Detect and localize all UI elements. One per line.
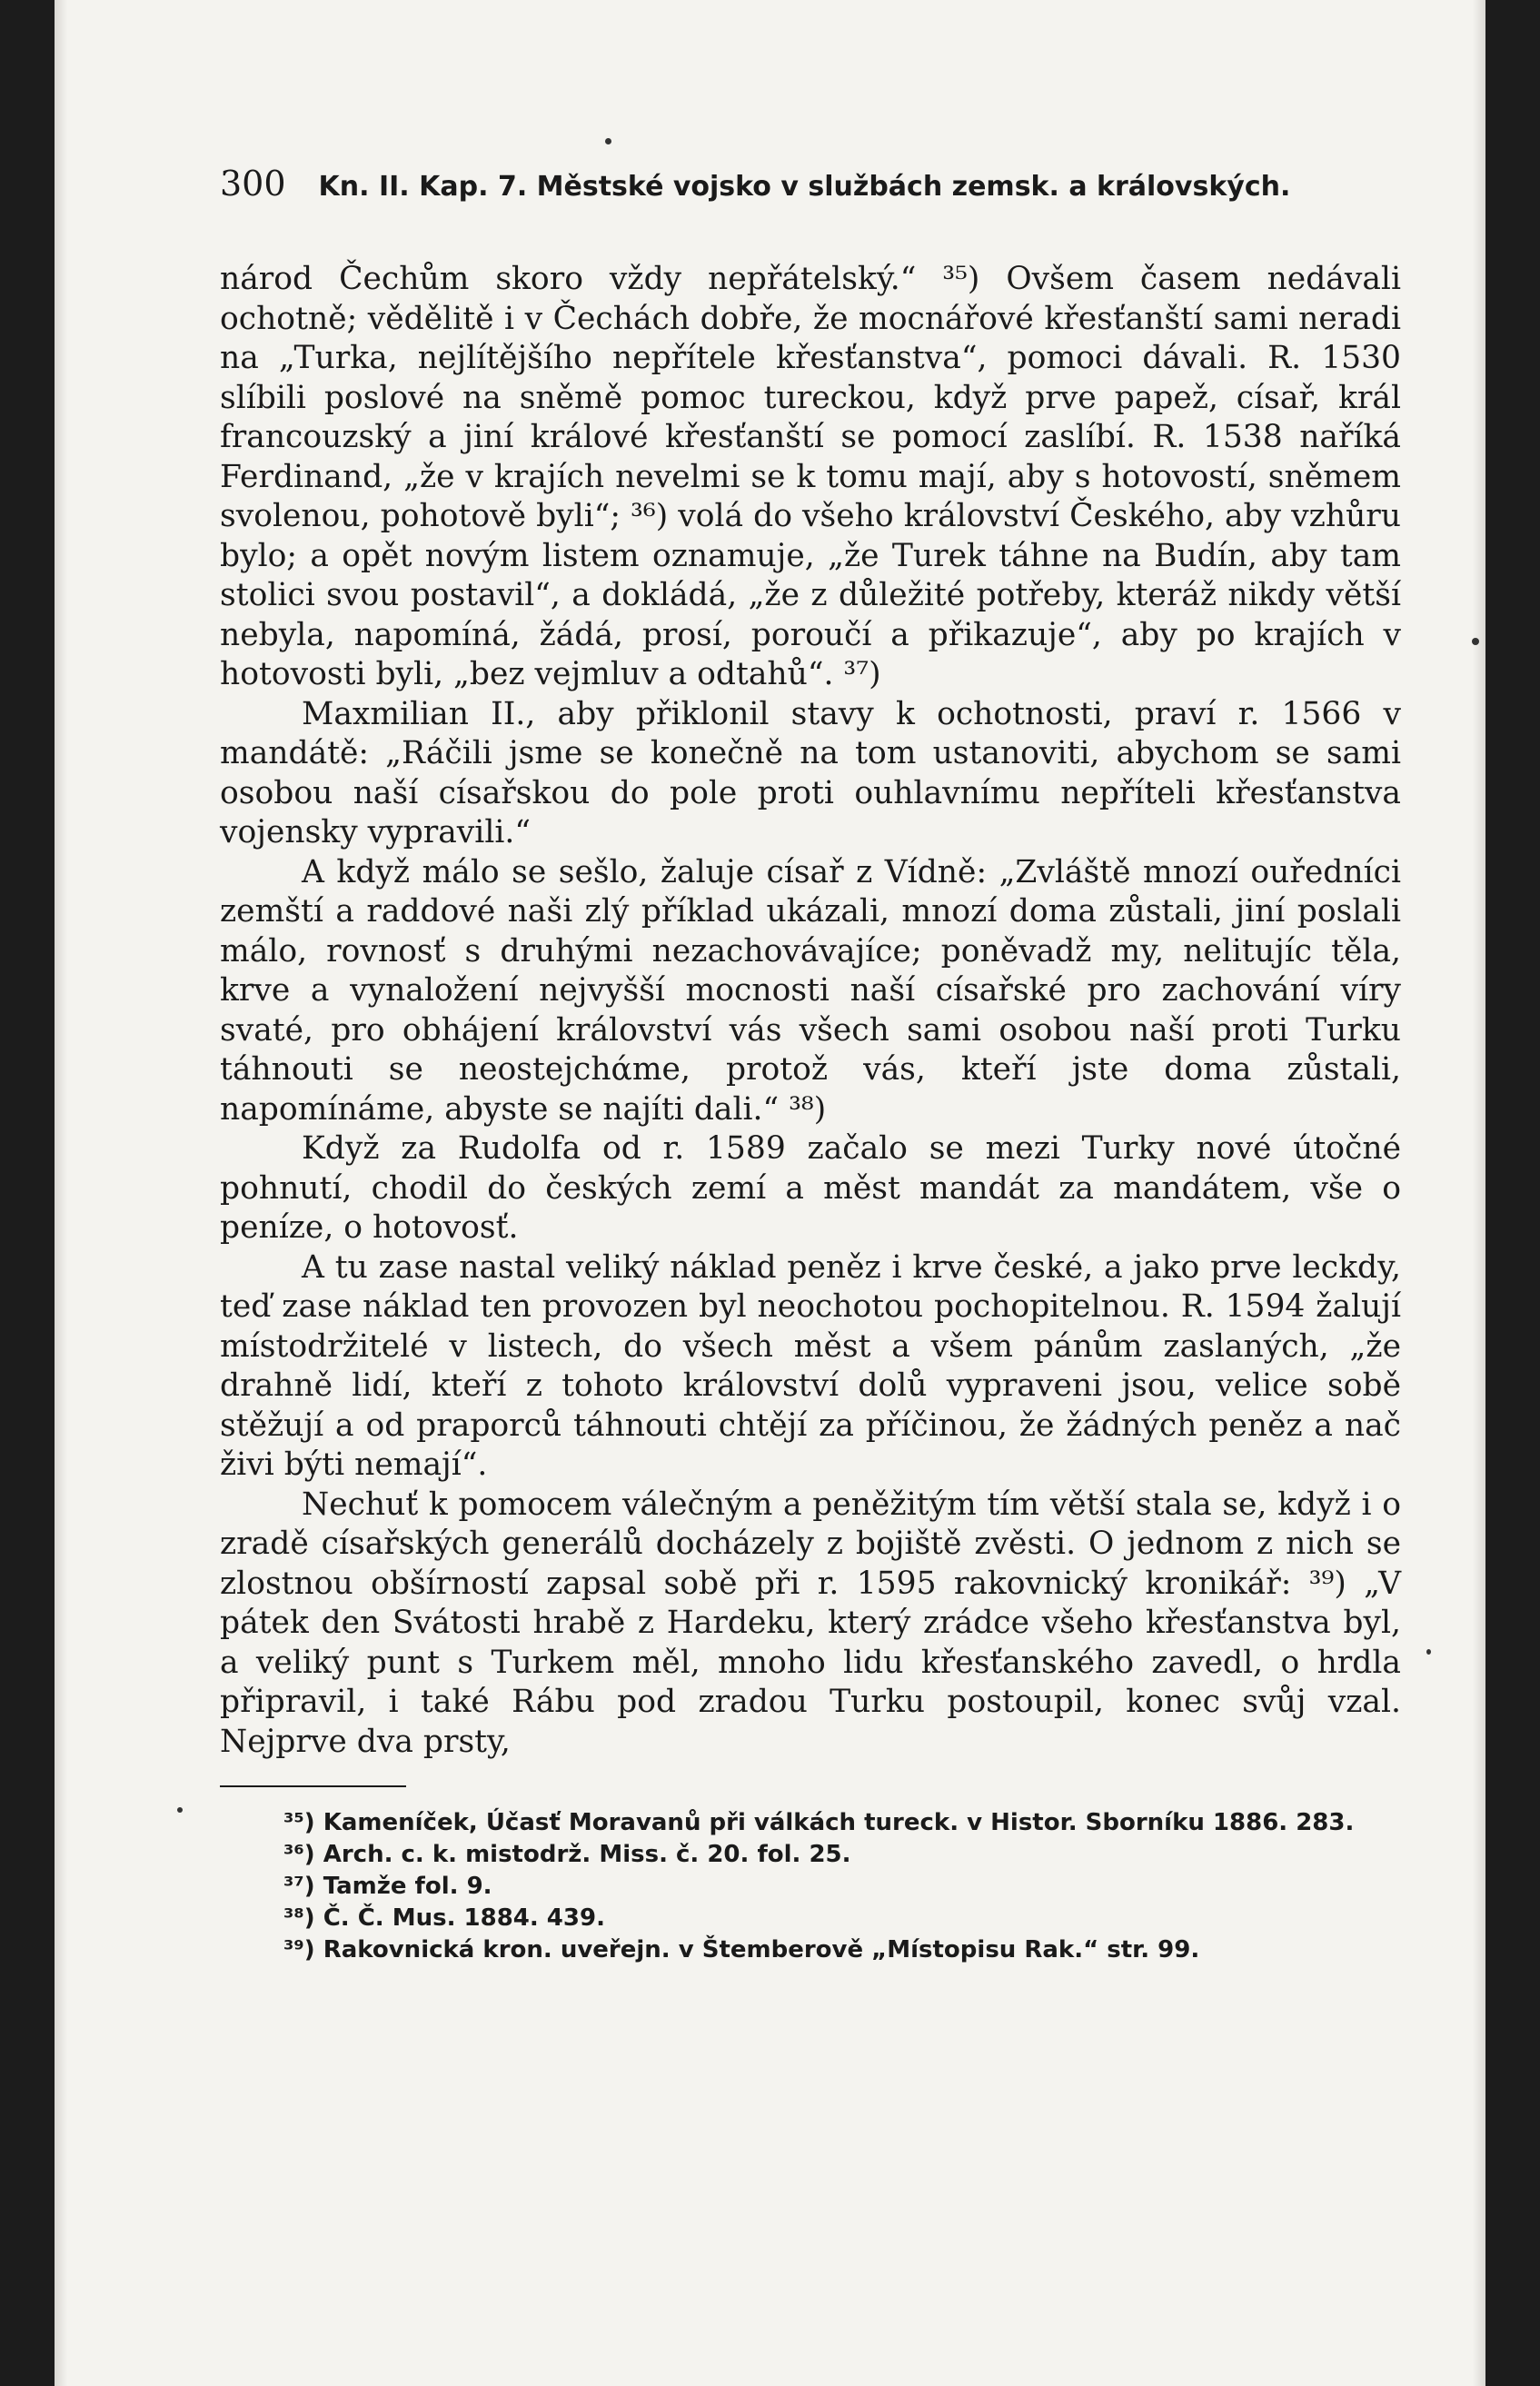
- footnote: ³⁷) Tamže fol. 9.: [283, 1873, 492, 1900]
- page-text: [220, 164, 1401, 1966]
- main-text: [220, 260, 1401, 1762]
- footnote: ³⁹) Rakovnická kron. uveřejn. v Štemberově „Místopisu Rak.“ str. 99.: [283, 1936, 1200, 1963]
- paragraph: Nechuť k pomocem válečným a peněžitým tím větší stala se, když i o zradě císařských generálů docházely z bojiště zvěsti. O jednom z nich se zlostnou obšírností zapsal sobě při r. 1595 rakovnický kronikář: ³⁹) „V pátek den Svátosti hrabě z Hardeku, který zrádce všeho křesťanstva byl, a veliký punt s Turkem měl, mnoho lidu křesťanského zavedl, o hrdla připravil, i také Rábu pod zradou Turku postoupil, konec svůj vzal. Nejprve dva prsty,: [220, 1486, 1401, 1760]
- paragraph: národ Čechům skoro vždy nepřátelský.“ ³⁵) Ovšem časem nedávali ochotně; vědělitě i v Čechách dobře, že mocnářové křesťanští sami neradi na „Turka, nejlítějšího nepřítele křesťanstva“, pomoci dávali. R. 1530 slíbili poslové na sněmě pomoc tureckou, když prve papež, císař, král francouzský a jiní králové křesťanští se pomocí zaslíbí. R. 1538 naříká Ferdinand, „že v krajích nevelmi se k tomu mají, aby s hotovostí, sněmem svolenou, pohotově byli“; ³⁶) volá do všeho království Českého, aby vzhůru bylo; a opět novým listem oznamuje, „že Turek táhne na Budín, aby tam stolici svou postavil“, a dokládá, „že z důležité potřeby, kteráž nikdy větší nebyla, napomíná, žádá, prosí, poroučí a přikazuje“, aby po krajích v hotovosti byli, „bez vejmluv a odtahů“. ³⁷): [220, 261, 1401, 692]
- book-page: [55, 0, 1485, 2386]
- running-header: [220, 164, 1401, 218]
- footnotes: [220, 1807, 1401, 1966]
- paragraph: A tu zase nastal veliký náklad peněz i krve české, a jako prve leckdy, teď zase náklad ten provozen byl neochotou pochopitelnou. R. 1594 žalují místodržitelé v listech, do všech měst a všem pánům zaslaných, „že drahně lidí, kteří z tohoto království dolů vypraveni jsou, velice sobě stěžují a od praporců táhnouti chtějí za příčinou, že žádných peněz a nač živi býti nemají“.: [220, 1248, 1401, 1483]
- page-shadow-left: [55, 0, 67, 2386]
- ink-speck: [177, 1807, 183, 1813]
- ink-speck: [1426, 1649, 1431, 1655]
- paragraph: Maxmilian II., aby přiklonil stavy k ochotnosti, praví r. 1566 v mandátě: „Ráčili jsme se konečně na tom ustanoviti, abychom se sami osobou naší císařskou do pole proti ouhlavnímu nepříteli křesťanstva vojensky vypravili.“: [220, 695, 1401, 850]
- footnote: ³⁶) Arch. c. k. mistodrž. Miss. č. 20. fol. 25.: [283, 1841, 851, 1868]
- page-shadow-right: [1473, 0, 1485, 2386]
- running-title: Kn. II. Kap. 7. Městské vojsko v službách zemsk. a královských.: [318, 171, 1291, 203]
- footnote: ³⁵) Kameníček, Účasť Moravanů při válkách tureck. v Histor. Sborníku 1886. 283.: [283, 1809, 1355, 1836]
- footnote-divider: [220, 1785, 406, 1787]
- paragraph: A když málo se sešlo, žaluje císař z Vídně: „Zvláště mnozí ouředníci zemští a raddové naši zlý příklad ukázali, mnozí doma zůstali, jiní poslali málo, rovnosť s druhými nezachovávajíce; poněvadž my, nelitujíc těla, krve a vynaložení nejvyšší mocnosti naší císařské pro zachování víry svaté, pro obhájení království vás všech sami osobou naší proti Turku táhnouti se neostejchάme, protož vás, kteří jste doma zůstali, napomínáme, abyste se najíti dali.“ ³⁸): [220, 853, 1401, 1128]
- ink-speck: [1472, 638, 1479, 645]
- paragraph: Když za Rudolfa od r. 1589 začalo se mezi Turky nové útočné pohnutí, chodil do českých zemí a měst mandát za mandátem, vše o peníze, o hotovosť.: [220, 1130, 1401, 1246]
- footnote: ³⁸) Č. Č. Mus. 1884. 439.: [283, 1904, 605, 1932]
- ink-speck: [605, 138, 611, 144]
- page-number: 300: [220, 164, 286, 204]
